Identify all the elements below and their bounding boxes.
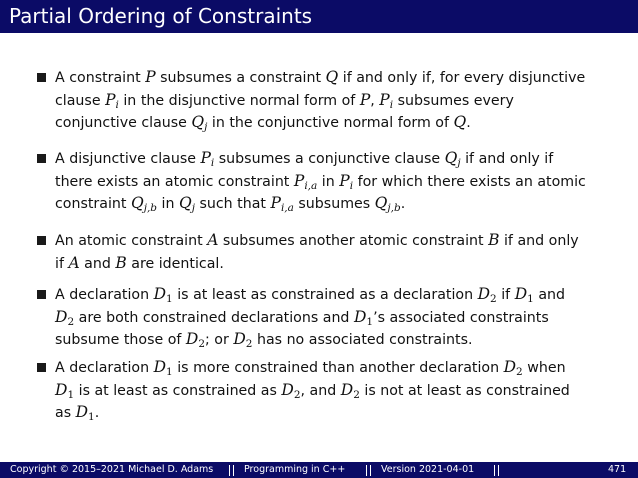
math-symbol: D2 <box>281 380 301 401</box>
bullet-2-line-1: A disjunctive clause $P_i$ subsumes a conjunctive clause $Q_j$ if and only if <box>55 149 554 169</box>
math-symbol: $P_{i,a}$ <box>293 171 318 192</box>
math-symbol: D2 <box>340 380 360 401</box>
math-symbol: B <box>488 231 500 249</box>
footer-separator-icon <box>229 465 234 476</box>
math-symbol: P <box>145 68 156 86</box>
math-symbol: D1 <box>153 285 173 305</box>
math-symbol: Q <box>453 113 467 131</box>
footer-version: Version 2021-04-01 <box>381 464 475 475</box>
math-symbol: D1 <box>353 307 374 328</box>
math-symbol: $Q_j$ <box>178 194 195 214</box>
math-symbol: A <box>68 253 80 272</box>
math-symbol: $Q_j$ <box>444 149 461 169</box>
math-symbol: $P_i$ <box>105 90 119 111</box>
bullet-3-line-2: if A and B are identical. <box>55 253 224 272</box>
bullet-1-line-2: clause $P_i$ in the disjunctive normal form of P, $P_i$ subsumes every <box>55 90 514 111</box>
bullet-4-line-3: subsume those of D2; or D2 has no associated constraints. <box>55 330 473 350</box>
bullet-square-icon <box>37 154 46 163</box>
math-symbol: P <box>359 90 371 109</box>
math-symbol: D1 <box>55 380 75 401</box>
bullet-square-icon <box>37 363 46 372</box>
footer-separator-icon <box>366 465 371 476</box>
footer-copyright: Copyright © 2015–2021 Michael D. Adams <box>10 464 214 475</box>
math-symbol: $Q_{j,b}$ <box>374 194 401 214</box>
bullet-1-line-1: A constraint P subsumes a constraint Q if and only if, for every disjunctive <box>55 68 586 86</box>
bullet-square-icon <box>37 73 46 82</box>
bullet-5-line-1: A declaration D1 is more constrained than another declaration D2 when <box>55 358 566 378</box>
math-symbol: $P_{i,a}$ <box>270 194 294 214</box>
footer-page-number: 471 <box>608 464 627 475</box>
bullet-3-line-1: An atomic constraint A subsumes another atomic constraint B if and only <box>55 231 579 249</box>
math-symbol: $Q_{j,b}$ <box>130 194 158 214</box>
bullet-1-line-3: conjunctive clause $Q_j$ in the conjunctive normal form of Q. <box>55 113 471 133</box>
math-symbol: $P_i$ <box>379 90 394 111</box>
math-symbol: D2 <box>55 307 75 328</box>
math-symbol: $Q_j$ <box>191 113 208 133</box>
footer-course: Programming in C++ <box>244 464 346 475</box>
math-symbol: $P_i$ <box>339 171 354 192</box>
bullet-4-line-2: D2 are both constrained declarations and D1’s associated constraints <box>55 307 549 328</box>
math-symbol: D2 <box>503 358 523 378</box>
math-symbol: D1 <box>153 358 173 378</box>
slide-title: Partial Ordering of Constraints <box>9 4 313 28</box>
math-symbol: B <box>115 253 127 272</box>
math-symbol: $P_i$ <box>200 149 215 169</box>
bullet-square-icon <box>37 236 46 245</box>
bullet-square-icon <box>37 290 46 299</box>
footer-bar <box>0 462 638 478</box>
bullet-5-line-2: D1 is at least as constrained as D2, and D2 is not at least as constrained <box>55 380 570 401</box>
bullet-4-line-1: A declaration D1 is at least as constrained as a declaration D2 if D1 and <box>55 285 566 305</box>
math-symbol: D2 <box>233 330 253 350</box>
bullet-5-line-3: as D1. <box>55 403 100 423</box>
bullet-2-line-2: there exists an atomic constraint $P_{i,a}$ in $P_i$ for which there exists an atomic <box>55 171 586 192</box>
footer-separator-icon <box>494 465 499 476</box>
math-symbol: D1 <box>514 285 534 305</box>
math-symbol: A <box>207 231 219 249</box>
math-symbol: D2 <box>477 285 497 305</box>
bullet-2-line-3: constraint $Q_{j,b}$ in $Q_j$ such that $P_{i,a}$ subsumes $Q_{j,b}$. <box>55 194 406 214</box>
math-symbol: D2 <box>185 330 206 350</box>
math-symbol: D1 <box>75 403 95 423</box>
math-symbol: Q <box>325 68 339 86</box>
